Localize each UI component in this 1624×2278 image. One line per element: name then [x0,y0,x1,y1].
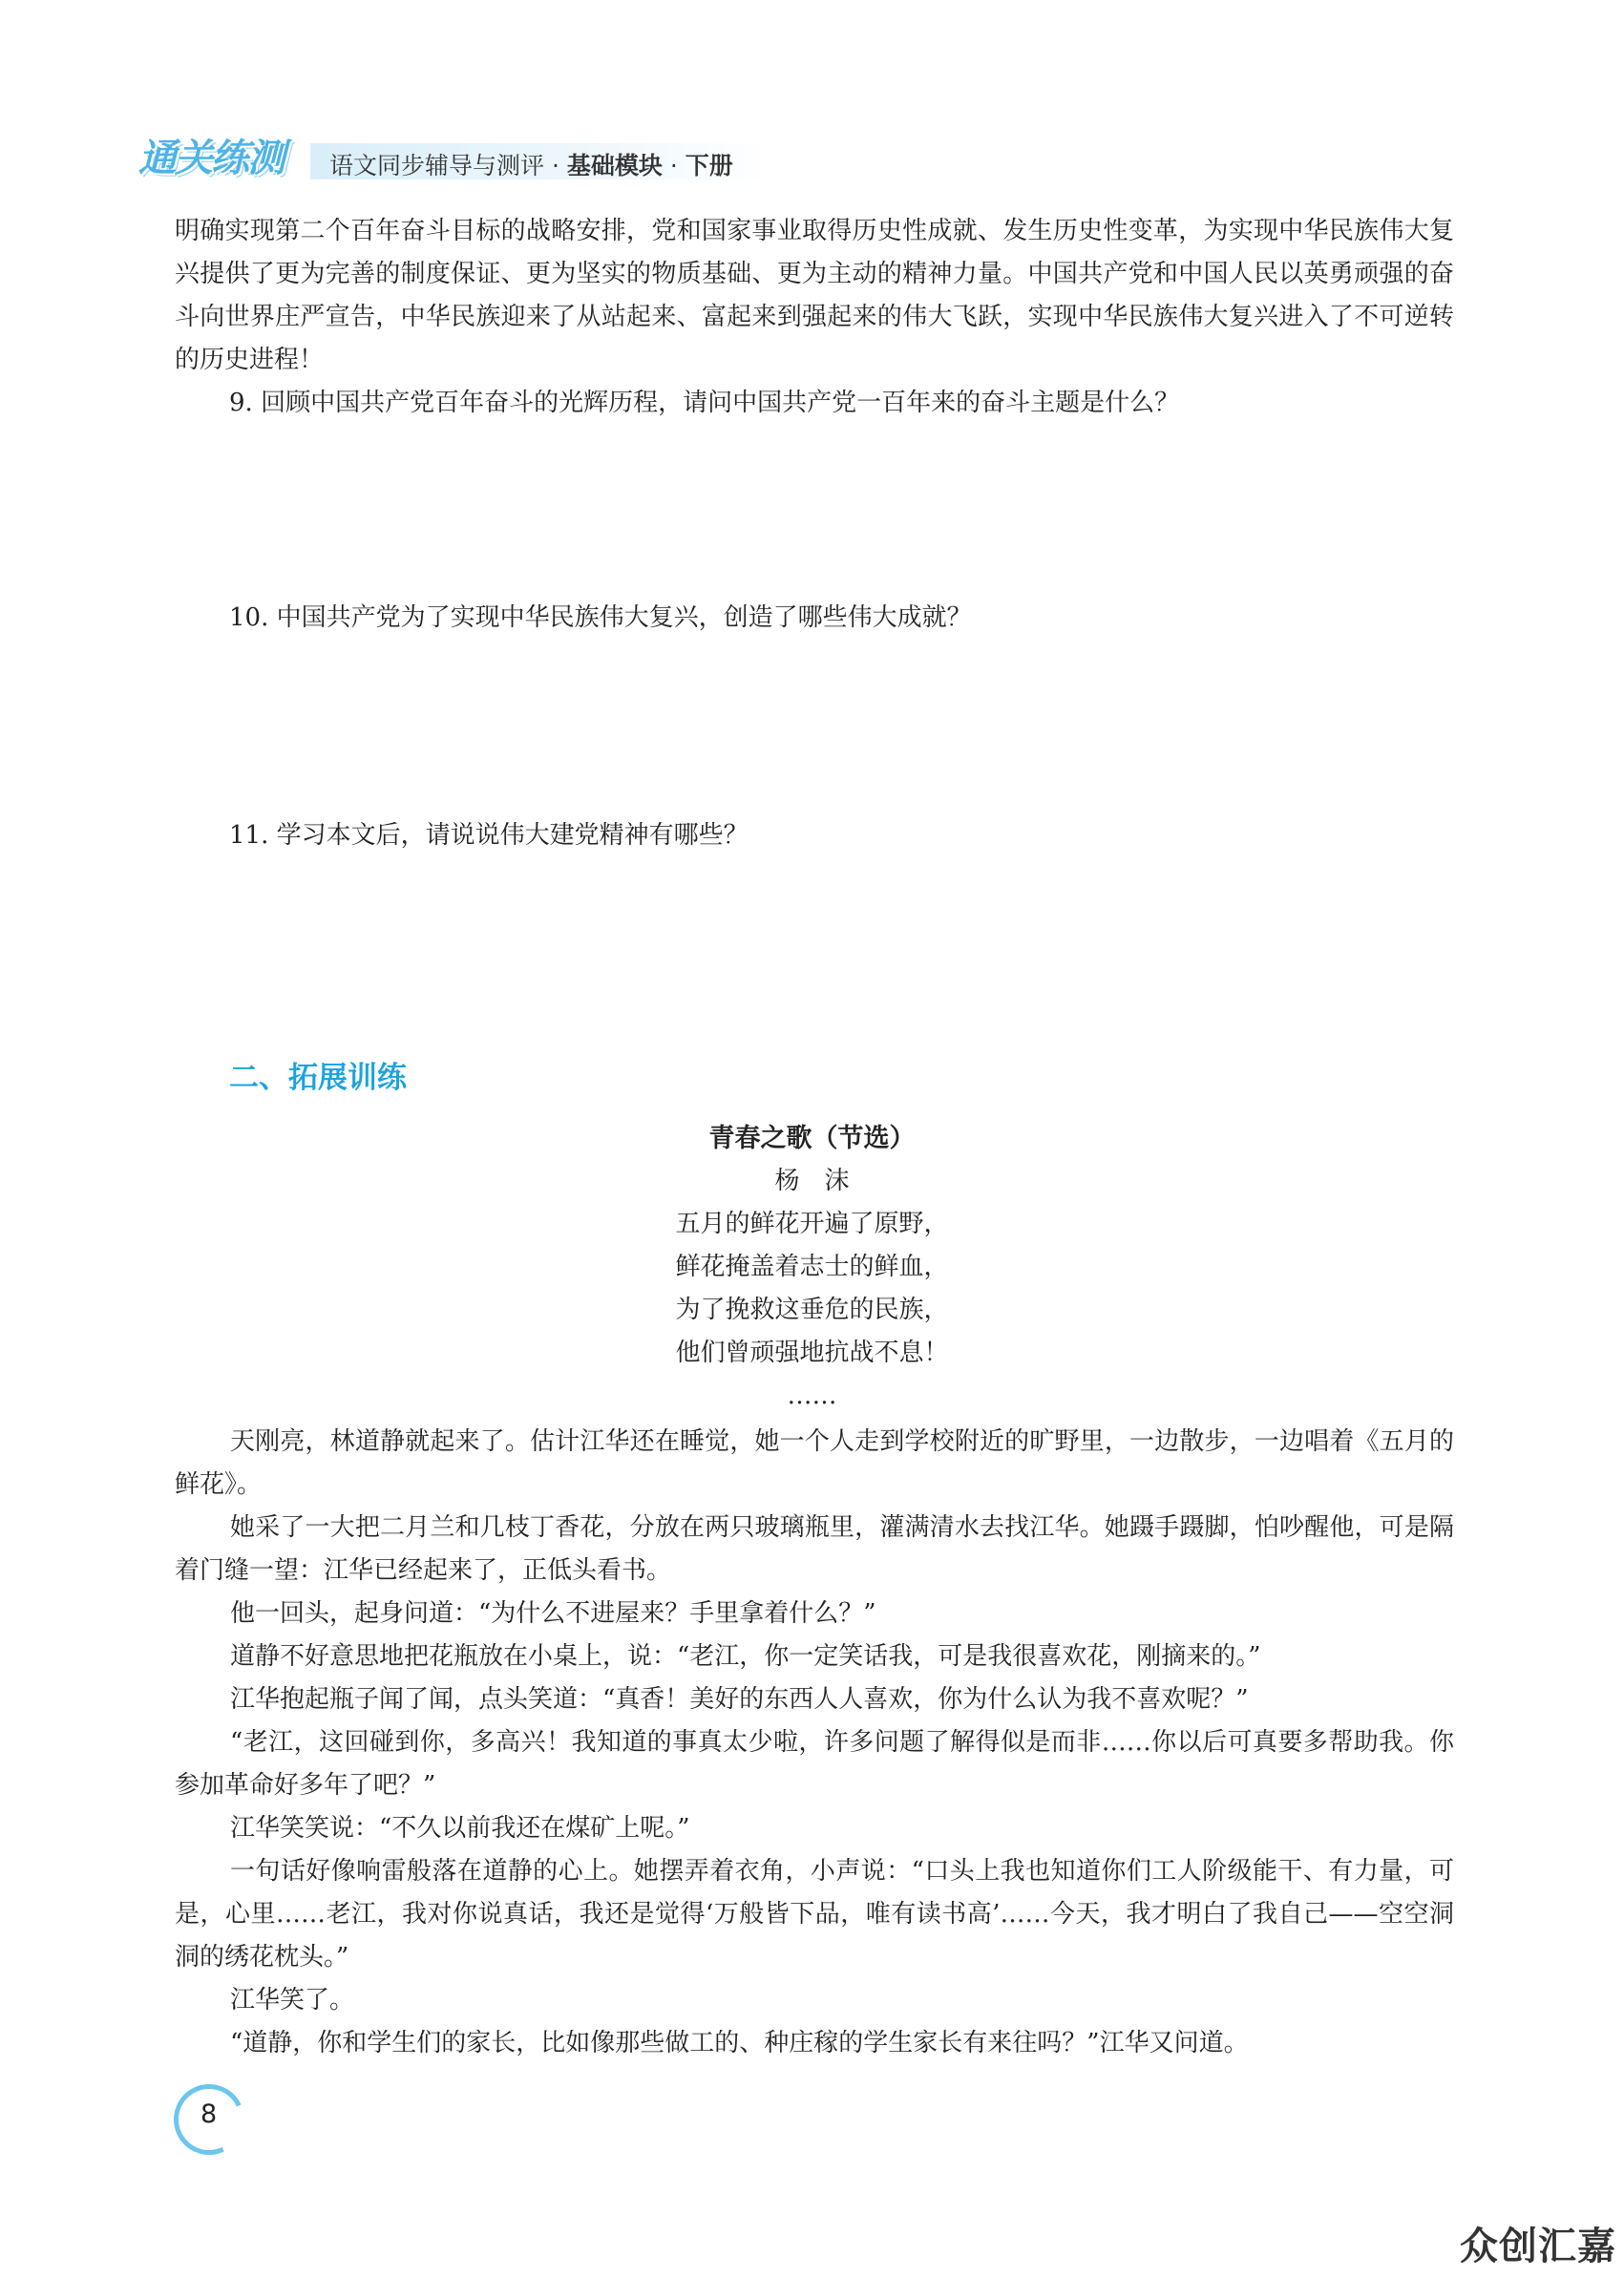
story-paragraph: 江华笑笑说：“不久以前我还在煤矿上呢。” [230,1814,690,1843]
poem-ellipsis: …… [787,1382,837,1410]
question-11: 11. 学习本文后，请说说伟大建党精神有哪些？ [229,821,749,850]
header-volume: 下册 [685,152,733,179]
intro-paragraph: 明确实现第二个百年奋斗目标的战略安排，党和国家事业取得历史性成就、发生历史性变革，为实现中华民族伟大复兴提供了更为完善的制度保证、更为坚实的物质基础、更为主动的精神力量。中国共产党和中国人民以英勇顽强的奋斗向世界庄严宣告，中华民族迎来了从站起来、富起来到强起来的伟大飞跃，实现中华民族伟大复兴进入了不可逆转的历史进程！ [175,217,1454,374]
story-paragraph: “道静，你和学生们的家长，比如像那些做工的、种庄稼的学生家长有来往吗？”江华又问道。 [230,2029,1249,2057]
poem-author: 杨 沫 [774,1167,850,1195]
header-module: 基础模块 [566,152,663,179]
story-paragraph: 江华抱起瓶子闻了闻，点头笑道：“真香！美好的东西人人喜欢，你为什么认为我不喜欢呢？” [230,1685,1249,1714]
series-logo: 通关练测 [138,137,284,180]
story-paragraph: 江华笑了。 [230,1986,355,2014]
intro-paragraph-block [175,210,1454,382]
page-header [138,134,769,183]
header-series: 语文同步辅导与测评 [329,152,545,179]
poem-title: 青春之歌（节选） [708,1124,916,1153]
watermark: 众创汇嘉 [1460,2225,1616,2268]
section-title: 二、拓展训练 [229,1061,407,1095]
question-10: 10. 中国共产党为了实现中华民族伟大复兴，创造了哪些伟大成就？ [229,603,972,632]
poem-line: 鲜花掩盖着志士的鲜血， [675,1253,949,1281]
question-9: 9. 回顾中国共产党百年奋斗的光辉历程，请问中国共产党一百年来的奋斗主题是什么？ [229,389,1180,417]
story-text [175,1421,1454,2065]
story-paragraph: 天刚亮，林道静就起来了。估计江华还在睡觉，她一个人走到学校附近的旷野里，一边散步，一边唱着《五月的鲜花》。 [175,1427,1454,1499]
story-paragraph: 道静不好意思地把花瓶放在小桌上，说：“老江，你一定笑话我，可是我很喜欢花，刚摘来的。” [230,1642,1261,1671]
poem-line: 他们曾顽强地抗战不息！ [675,1339,949,1367]
story-paragraph: “老江，这回碰到你，多高兴！我知道的事真太少啦，许多问题了解得似是而非……你以后可真要多帮助我。你参加革命好多年了吧？” [175,1728,1454,1800]
header-title: 语文同步辅导与测评 · 基础模块 · 下册 [329,152,733,179]
story-paragraph: 他一回头，起身问道：“为什么不进屋来？手里拿着什么？” [230,1599,876,1628]
page-number: 8 [200,2099,218,2129]
poem-line: 五月的鲜花开遍了原野， [675,1210,949,1238]
page-number-badge [174,2084,243,2153]
story-paragraph: 她采了一大把二月兰和几枝丁香花，分放在两只玻璃瓶里，灌满清水去找江华。她蹑手蹑脚，怕吵醒他，可是隔着门缝一望：江华已经起来了，正低头看书。 [175,1513,1454,1585]
poem [0,1117,1624,1418]
story-paragraph: 一句话好像响雷般落在道静的心上。她摆弄着衣角，小声说：“口头上我也知道你们工人阶级能干、有力量，可是，心里……老江，我对你说真话，我还是觉得‘万般皆下品，唯有读书高’……今天，我才明白了我自己——空空洞洞的绣花枕头。” [175,1857,1454,1972]
poem-line: 为了挽救这垂危的民族， [675,1296,949,1324]
